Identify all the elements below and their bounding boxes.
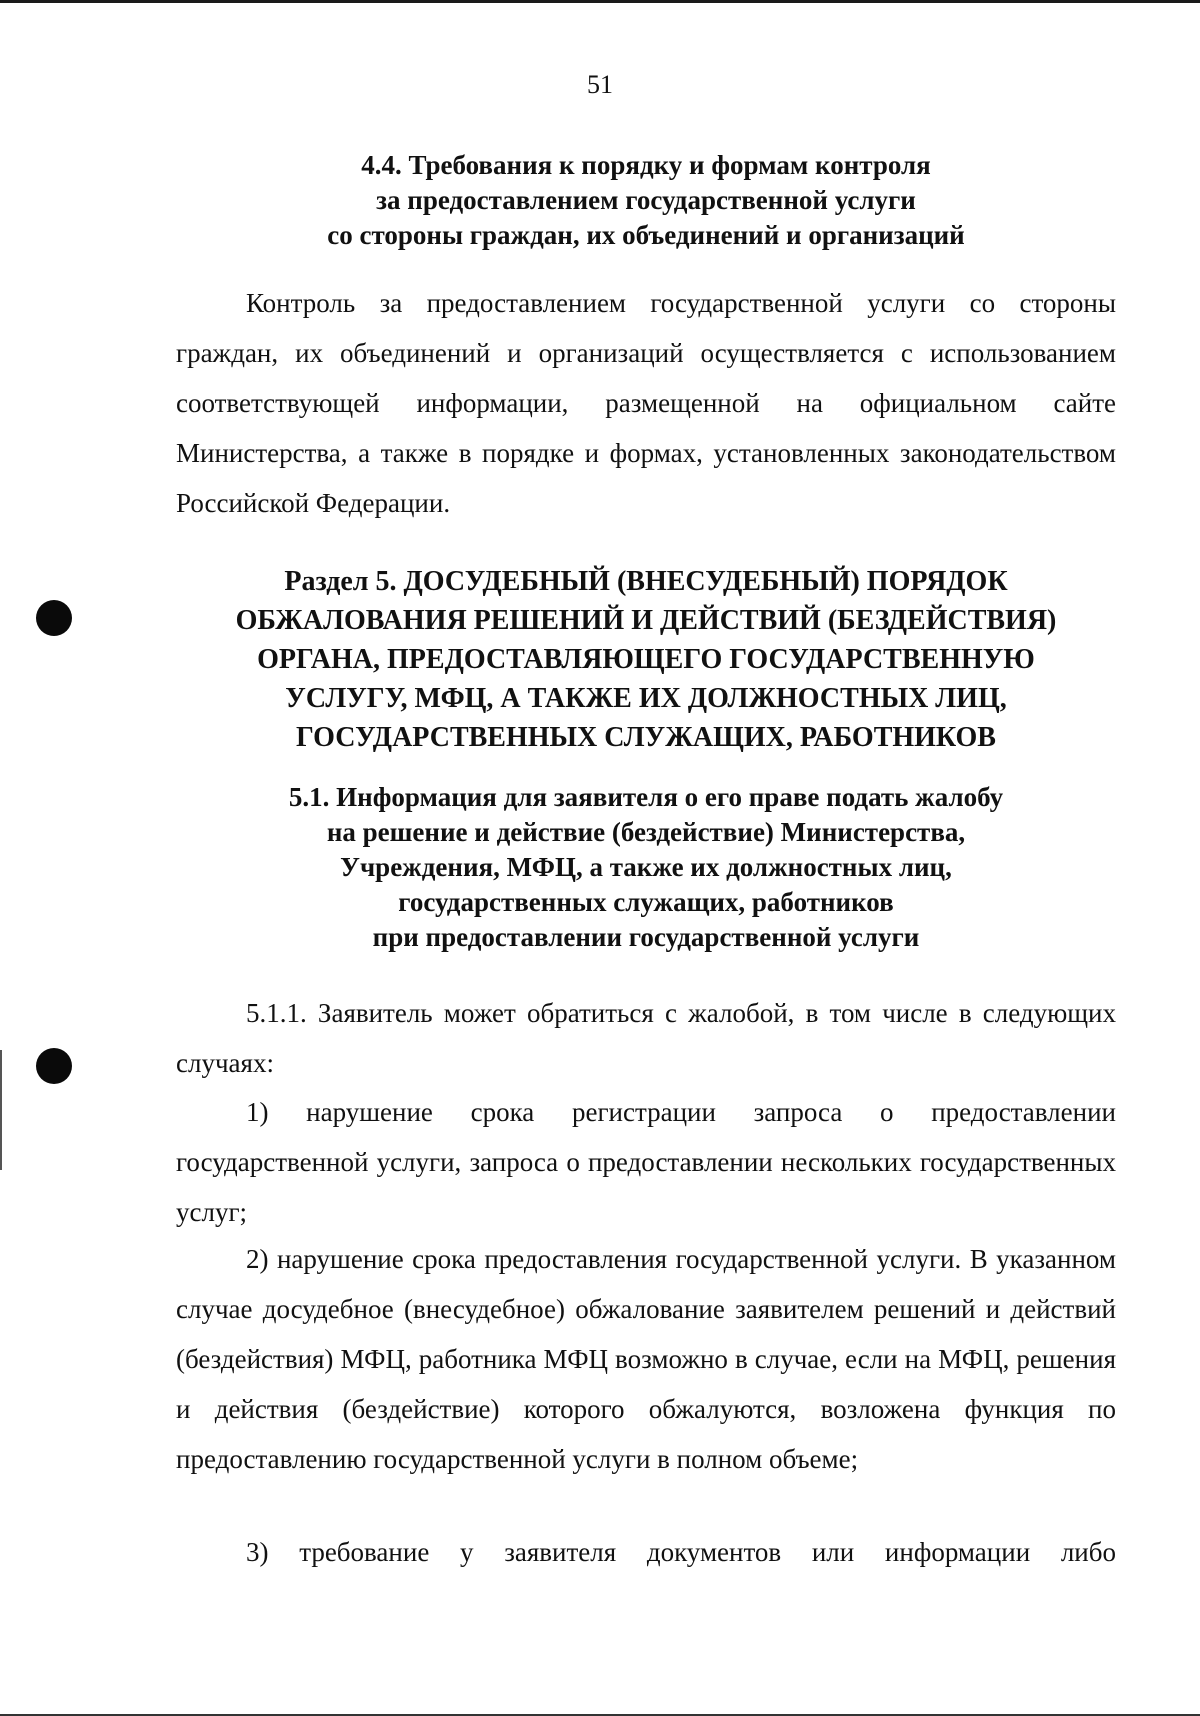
page-number: 51 xyxy=(587,70,613,99)
paragraph-5-1-1: 5.1.1. Заявитель может обратиться с жалобой, в том числе в следующих случаях: xyxy=(176,998,1116,1078)
heading-section-5 xyxy=(176,562,1116,757)
scan-edge-top xyxy=(0,0,1200,3)
list-item-3: 3) требование у заявителя документов или информации либо xyxy=(246,1537,1116,1567)
heading-line: за предоставлением государственной услуги xyxy=(376,185,916,215)
heading-line: ОРГАНА, ПРЕДОСТАВЛЯЮЩЕГО ГОСУДАРСТВЕННУЮ xyxy=(257,644,1035,675)
heading-line: при предоставлении государственной услуги xyxy=(372,922,920,952)
heading-line: ОБЖАЛОВАНИЯ РЕШЕНИЙ И ДЕЙСТВИЙ (БЕЗДЕЙСТВИЯ) xyxy=(235,605,1057,636)
heading-line: Раздел 5. ДОСУДЕБНЫЙ (ВНЕСУДЕБНЫЙ) ПОРЯДОК xyxy=(284,566,1008,597)
paragraph-control: Контроль за предоставлением государственной услуги со стороны граждан, их объединений и организаций осуществляется с использованием соответствующей информации, размещенной на официальном сайте Министерства, а также в порядке и формах, установленных законодательством Российской Федерации. xyxy=(176,288,1116,518)
heading-line: 5.1. Информация для заявителя о его праве подать жалобу xyxy=(288,782,1004,812)
heading-section-4-4 xyxy=(176,148,1116,253)
heading-line: на решение и действие (бездействие) Министерства, xyxy=(326,817,966,847)
heading-line: 4.4. Требования к порядку и формам контроля xyxy=(361,150,931,180)
heading-line: Учреждения, МФЦ, а также их должностных лиц, xyxy=(340,852,952,882)
punch-hole-top xyxy=(36,600,72,636)
heading-line: государственных служащих, работников xyxy=(398,887,894,917)
heading-line: ГОСУДАРСТВЕННЫХ СЛУЖАЩИХ, РАБОТНИКОВ xyxy=(296,722,996,753)
heading-line: со стороны граждан, их объединений и организаций xyxy=(327,220,965,250)
punch-hole-bottom xyxy=(36,1048,72,1084)
heading-section-5-1 xyxy=(176,780,1116,955)
list-item-1: 1) нарушение срока регистрации запроса о предоставлении государственной услуги, запроса о предоставлении нескольких государственных услуг; xyxy=(176,1097,1116,1227)
heading-line: УСЛУГУ, МФЦ, А ТАКЖЕ ИХ ДОЛЖНОСТНЫХ ЛИЦ, xyxy=(285,683,1007,714)
scan-edge-left xyxy=(0,1050,2,1170)
list-item-2: 2) нарушение срока предоставления государственной услуги. В указанном случае досудебное (внесудебное) обжалование заявителем решений и действий (бездействия) МФЦ, работника МФЦ возможно в случае, если на МФЦ, решения и действия (бездействие) которого обжалуются, возложена функция по предоставлению государственной услуги в полном объеме; xyxy=(176,1244,1116,1474)
